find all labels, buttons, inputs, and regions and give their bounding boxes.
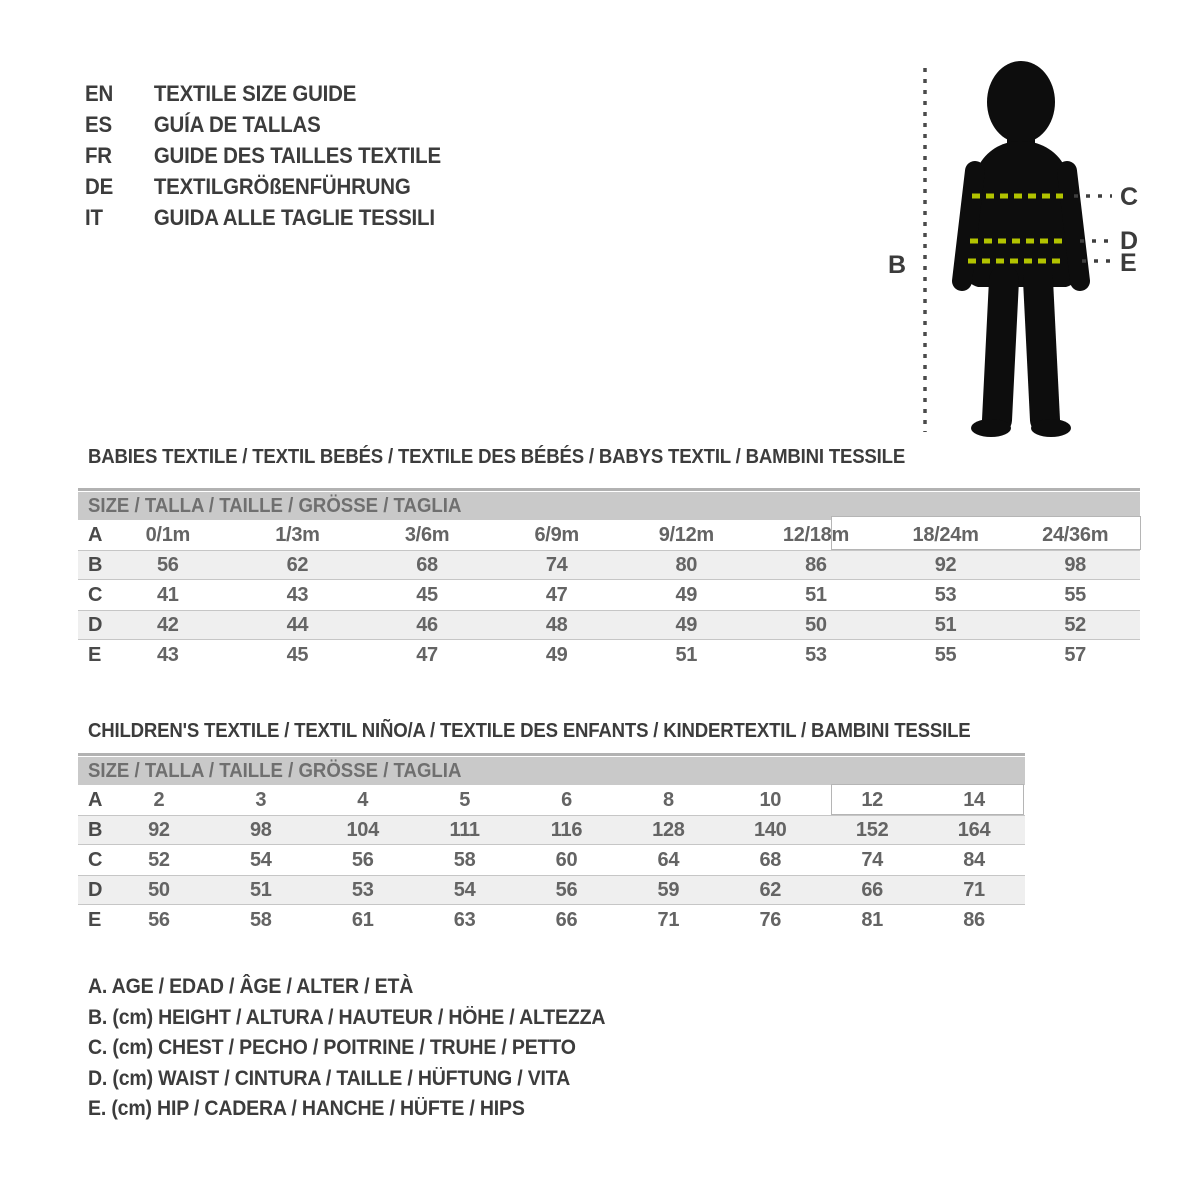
table-cell: 164 [957,818,991,841]
table-cell: 5 [459,788,471,811]
table-cell: 92 [148,818,170,841]
table-row [78,815,1025,845]
language-list [85,78,468,233]
table-cell: 111 [449,818,480,841]
table-row [78,875,1025,905]
table-cell: 71 [963,878,985,901]
row-label: A [88,788,103,811]
table-cell: 12/18m [782,523,849,546]
row-label: D [88,878,103,901]
table-cell: 45 [416,583,438,606]
language-label: GUIDE DES TAILLES TEXTILE [153,142,441,168]
legend-item-height: B. (cm) HEIGHT / ALTURA / HAUTEUR / HÖHE / ALTEZZA [88,1005,606,1029]
table-cell: 86 [805,553,827,576]
row-label: D [88,613,103,636]
row-label: E [88,643,102,666]
table-cell: 54 [453,878,476,901]
child-silhouette [960,61,1084,437]
table-cell: 81 [861,908,883,931]
table-cell: 53 [351,878,374,901]
table-cell: 47 [416,643,438,666]
table-cell: 48 [545,613,568,636]
table-cell: 152 [855,818,889,841]
table-cell: 61 [351,908,374,931]
language-label: GUIDA ALLE TAGLIE TESSILI [153,204,435,230]
table-cell: 51 [249,878,272,901]
table-cell: 46 [416,613,438,636]
table-cell: 51 [805,583,827,606]
language-code: IT [85,204,103,230]
table-cell: 104 [346,818,379,841]
language-label: GUÍA DE TALLAS [153,111,321,137]
row-label: A [88,523,103,546]
table-cell: 18/24m [912,523,979,546]
children-section-title: CHILDREN'S TEXTILE / TEXTIL NIÑO/A / TEXTILE DES ENFANTS / KINDERTEXTIL / BAMBINI TESSILE [88,720,971,742]
table-cell: 58 [453,848,476,871]
table-cell: 56 [148,908,170,931]
table-cell: 53 [805,643,827,666]
table-cell: 128 [652,818,685,841]
table-row [78,550,1140,580]
language-label: TEXTILE SIZE GUIDE [153,80,357,106]
table-row [78,905,1025,935]
table-cell: 55 [1064,583,1087,606]
table-cell: 62 [759,878,782,901]
legend-item-chest: C. (cm) CHEST / PECHO / POITRINE / TRUHE / PETTO [88,1036,576,1060]
table-cell: 74 [545,553,568,576]
table-cell: 64 [657,848,680,871]
legend-item-waist: D. (cm) WAIST / CINTURA / TAILLE / HÜFTUNG / VITA [88,1066,571,1090]
table-cell: 56 [351,848,374,871]
language-row-es [85,109,441,140]
table-cell: 10 [759,788,782,811]
height-label: B [888,251,907,279]
table-row [78,845,1025,875]
right-leg [1038,280,1045,420]
legend-item-age: A. AGE / EDAD / ÂGE / ALTER / ETÀ [88,975,414,999]
table-cell: 60 [555,848,578,871]
language-code: FR [85,142,112,168]
table-cell: 44 [286,613,309,636]
table-row [78,520,1140,550]
table-cell: 6/9m [534,523,579,546]
table-cell: 50 [805,613,827,636]
table-row [78,785,1025,815]
table-row [78,580,1140,610]
table-cell: 68 [416,553,438,576]
row-label: C [88,583,103,606]
table-cell: 49 [675,583,698,606]
table-top-rule [78,753,1025,756]
language-code: DE [85,173,114,199]
row-label: C [88,848,103,871]
table-cell: 74 [861,848,883,871]
table-cell: 140 [754,818,787,841]
chest-label: C [1120,183,1139,211]
table-cell: 98 [1064,553,1087,576]
babies-section-title: BABIES TEXTILE / TEXTIL BEBÉS / TEXTILE DES BÉBÉS / BABYS TEXTIL / BAMBINI TESSILE [88,446,906,468]
table-cell: 8 [662,788,674,811]
language-row-fr [85,140,441,171]
table-cell: 43 [286,583,309,606]
table-cell: 52 [1064,613,1087,636]
table-cell: 1/3m [275,523,320,546]
table-cell: 66 [555,908,578,931]
language-label: TEXTILGRÖßENFÜHRUNG [153,173,411,199]
table-cell: 9/12m [658,523,714,546]
babies-size-table [78,488,1140,670]
language-row-it [85,202,441,233]
table-cell: 63 [453,908,476,931]
table-cell: 6 [561,788,572,811]
table-cell: 3/6m [404,523,450,546]
table-cell: 56 [156,553,179,576]
table-cell: 98 [249,818,272,841]
table-row [78,610,1140,640]
table-cell: 24/36m [1042,523,1109,546]
left-foot [971,419,1011,437]
table-cell: 68 [759,848,782,871]
row-label: B [88,553,103,576]
table-cell: 50 [148,878,170,901]
table-cell: 62 [286,553,309,576]
hip-label: E [1120,249,1137,277]
table-cell: 71 [657,908,680,931]
table-cell: 3 [255,788,267,811]
table-cell: 57 [1064,643,1087,666]
table-cell: 49 [675,613,698,636]
table-cell: 41 [156,583,179,606]
row-label: E [88,908,102,931]
table-cell: 76 [759,908,782,931]
table-cell: 116 [550,818,583,841]
table-cell: 52 [148,848,170,871]
table-cell: 56 [555,878,578,901]
language-row-de [85,171,441,202]
child-size-figure [860,45,1180,450]
table-cell: 2 [153,788,165,811]
table-cell: 14 [963,788,985,811]
table-cell: 58 [249,908,272,931]
right-arm [1067,171,1080,281]
right-foot [1031,419,1071,437]
table-cell: 55 [934,643,957,666]
table-cell: 92 [934,553,957,576]
table-cell: 43 [156,643,179,666]
measurement-legend [88,972,644,1125]
babies-table-header: SIZE / TALLA / TAILLE / GRÖSSE / TAGLIA [78,492,1140,520]
table-cell: 47 [545,583,568,606]
table-cell: 53 [934,583,957,606]
children-table-header: SIZE / TALLA / TAILLE / GRÖSSE / TAGLIA [78,757,1025,785]
table-cell: 84 [963,848,985,871]
children-size-table [78,753,1025,935]
table-cell: 49 [545,643,568,666]
table-cell: 51 [675,643,698,666]
table-cell: 12 [861,788,883,811]
language-row-en [85,78,441,109]
table-cell: 0/1m [145,523,190,546]
table-cell: 42 [156,613,179,636]
waist-label: D [1120,227,1139,255]
table-cell: 54 [249,848,272,871]
table-cell: 4 [357,788,369,811]
left-arm [962,171,975,281]
table-cell: 51 [934,613,957,636]
table-cell: 86 [963,908,985,931]
legend-item-hip: E. (cm) HIP / CADERA / HANCHE / HÜFTE / HIPS [88,1097,525,1121]
table-top-rule [78,488,1140,491]
table-cell: 59 [657,878,680,901]
table-cell: 80 [675,553,698,576]
language-code: ES [85,111,112,137]
language-code: EN [85,80,114,106]
table-cell: 45 [286,643,309,666]
left-leg [997,280,1004,420]
table-cell: 66 [861,878,883,901]
row-label: B [88,818,103,841]
table-row [78,640,1140,670]
